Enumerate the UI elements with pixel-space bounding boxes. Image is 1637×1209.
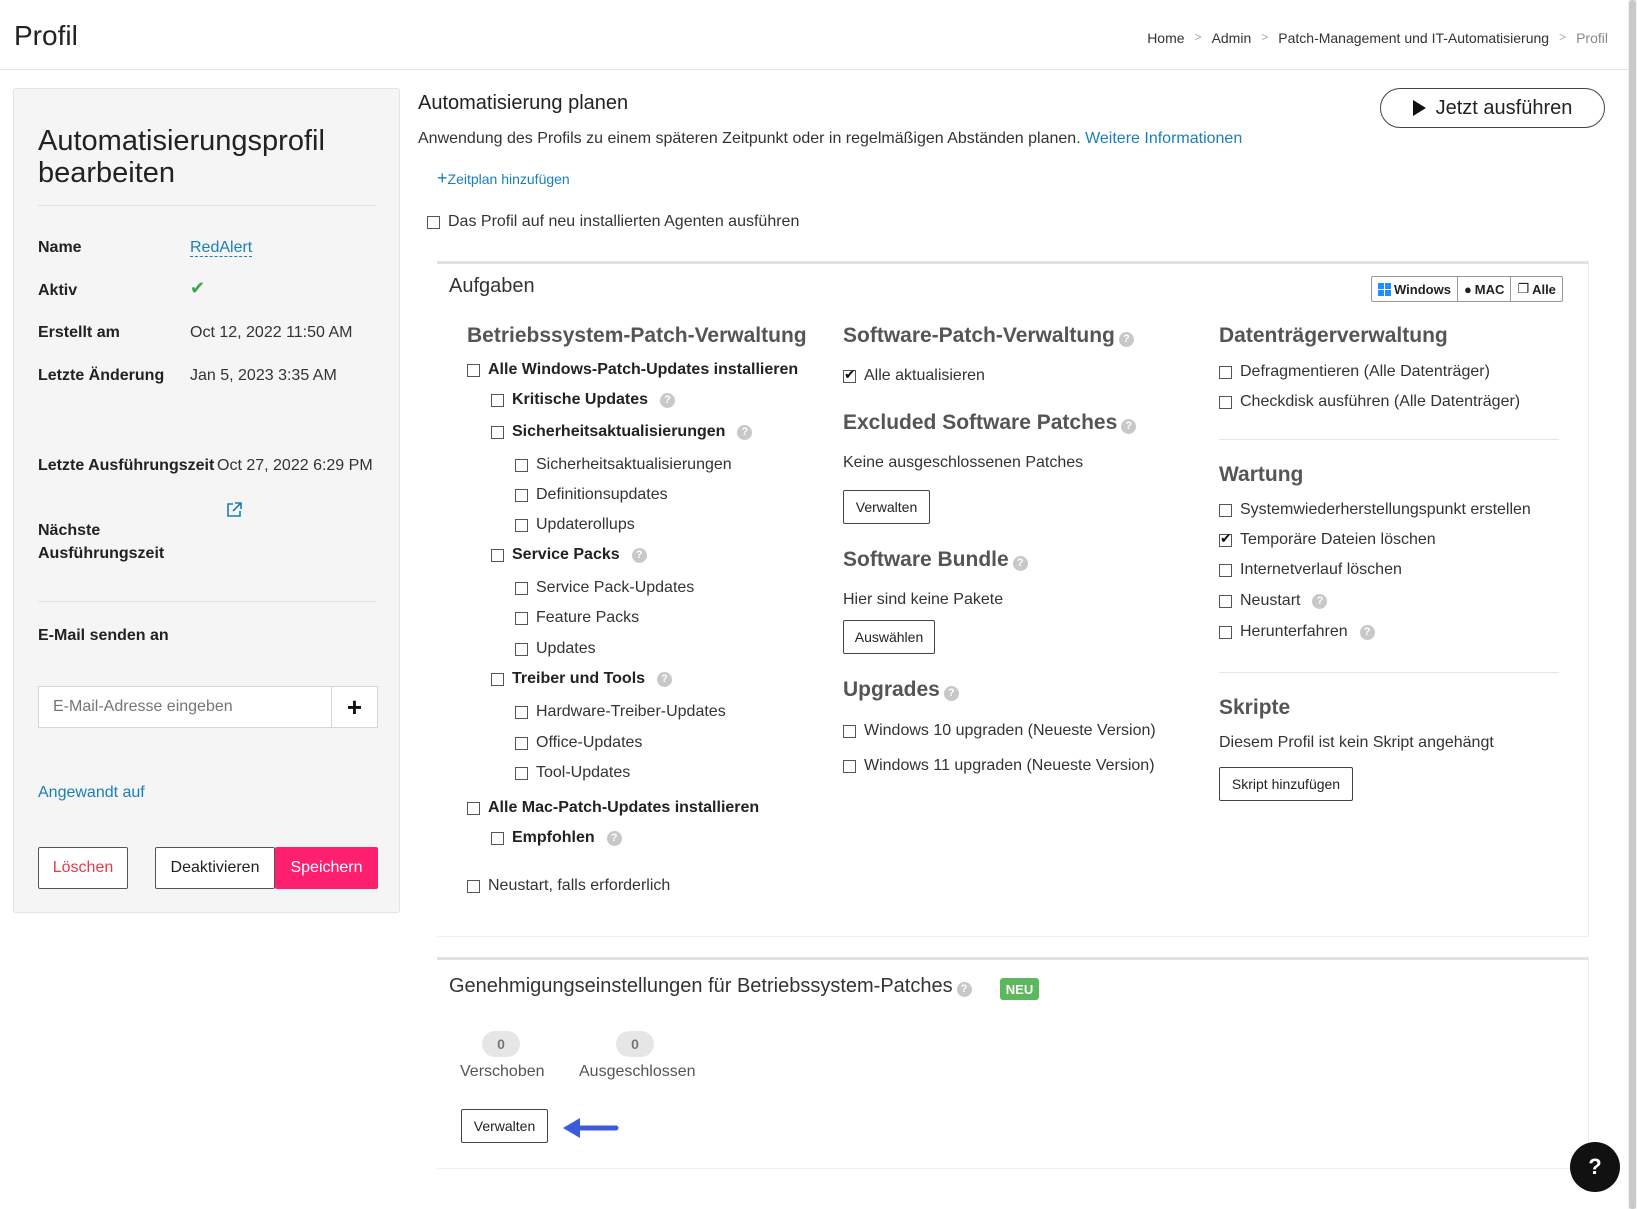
breadcrumb-separator: >: [1194, 30, 1202, 44]
upgrade-win11-row: [843, 757, 1155, 775]
service-pack-updates-label: Service Pack-Updates: [536, 579, 695, 596]
email-input-group: [38, 686, 378, 728]
divider: [1219, 672, 1559, 673]
critical-checkbox[interactable]: [491, 394, 504, 407]
breadcrumb-separator: >: [1559, 30, 1567, 44]
bundle-none-text: Hier sind keine Pakete: [843, 591, 1004, 608]
manage-approval-button[interactable]: Verwalten: [461, 1109, 548, 1143]
tasks-title: Aufgaben: [449, 275, 535, 297]
profile-edit-panel: [13, 88, 400, 913]
security-row: [491, 423, 752, 441]
browser-history-label: Internetverlauf löschen: [1240, 561, 1402, 578]
divider: [38, 205, 376, 206]
update-rollups-checkbox[interactable]: [515, 519, 528, 532]
all-mac-label: Alle Mac-Patch-Updates installieren: [488, 799, 760, 816]
run-now-label: Jetzt ausführen: [1435, 96, 1573, 119]
active-label: Aktiv: [38, 282, 78, 299]
shutdown-checkbox[interactable]: [1219, 626, 1232, 639]
new-badge: NEU: [1000, 978, 1039, 1000]
updates-checkbox[interactable]: [515, 643, 528, 656]
help-icon[interactable]: ?: [1119, 332, 1134, 347]
email-label: E-Mail senden an: [38, 627, 169, 644]
office-updates-row: [515, 734, 642, 752]
browser-history-checkbox[interactable]: [1219, 564, 1232, 577]
browser-history-row: [1219, 561, 1402, 579]
manage-excluded-button[interactable]: Verwalten: [843, 490, 930, 524]
excluded-count-badge: 0: [616, 1031, 654, 1057]
help-fab-button[interactable]: ?: [1570, 1142, 1620, 1192]
service-pack-updates-row: [515, 579, 694, 597]
deferred-count-badge: 0: [482, 1031, 520, 1057]
run-on-new-agents-row: [427, 213, 799, 231]
security-checkbox[interactable]: [491, 426, 504, 439]
add-script-button[interactable]: Skript hinzufügen: [1219, 767, 1353, 801]
drivers-row: [491, 670, 672, 688]
deferred-label: Verschoben: [460, 1063, 545, 1080]
upgrade-win10-row: [843, 722, 1156, 740]
plus-icon: +: [437, 168, 448, 188]
apple-icon: ●: [1463, 281, 1472, 297]
hardware-drivers-label: Hardware-Treiber-Updates: [536, 703, 726, 720]
scripts-none-text: Diesem Profil ist kein Skript angehängt: [1219, 734, 1494, 751]
tool-updates-label: Tool-Updates: [536, 764, 631, 781]
breadcrumb-separator: >: [1261, 30, 1269, 44]
os-filter-mac-label: MAC: [1474, 281, 1505, 297]
profile-name-link[interactable]: RedAlert: [190, 239, 253, 256]
save-button[interactable]: Speichern: [275, 847, 378, 889]
security-sub-row: [515, 456, 732, 474]
os-filter-windows-label: Windows: [1394, 281, 1451, 297]
help-icon[interactable]: ?: [632, 548, 647, 563]
play-icon: [1413, 100, 1426, 116]
excluded-label: Ausgeschlossen: [579, 1063, 696, 1080]
os-filter-toggle: [1371, 276, 1563, 302]
critical-label: Kritische Updates: [512, 391, 649, 408]
help-icon[interactable]: ?: [1312, 594, 1327, 609]
definition-updates-label: Definitionsupdates: [536, 486, 668, 503]
all-windows-row: [467, 361, 798, 379]
software-bundle-title-text: Software Bundle: [843, 548, 1009, 571]
maintenance-title: Wartung: [1219, 463, 1304, 486]
shutdown-label: Herunterfahren: [1240, 623, 1348, 640]
arrow-left-icon: [560, 1115, 620, 1141]
schedule-description: [418, 130, 1242, 148]
page-scrollbar[interactable]: [1628, 0, 1637, 1209]
modified-label: Letzte Änderung: [38, 367, 165, 384]
breadcrumb: [1147, 30, 1608, 46]
os-filter-all[interactable]: [1511, 277, 1562, 301]
copy-icon: ❐: [1517, 281, 1530, 296]
checkdisk-label: Checkdisk ausführen (Alle Datenträger): [1240, 393, 1521, 410]
service-packs-row: [491, 546, 647, 564]
recommended-label: Empfohlen: [512, 829, 595, 846]
schedule-title: Automatisierung planen: [418, 92, 629, 114]
run-on-new-agents-label: Das Profil auf neu installierten Agenten ausführen: [448, 213, 800, 230]
office-updates-label: Office-Updates: [536, 734, 643, 751]
breadcrumb-admin[interactable]: Admin: [1211, 30, 1252, 46]
email-input[interactable]: [38, 686, 332, 728]
security-sub-checkbox[interactable]: [515, 459, 528, 472]
updates-label: Updates: [536, 640, 596, 657]
restart-if-needed-row: [467, 877, 670, 895]
restart-label: Neustart: [1240, 592, 1301, 609]
software-patch-title-text: Software-Patch-Verwaltung: [843, 324, 1115, 347]
hardware-drivers-checkbox[interactable]: [515, 706, 528, 719]
applied-to-link[interactable]: Angewandt auf: [38, 784, 145, 801]
excluded-none-text: Keine ausgeschlossenen Patches: [843, 454, 1084, 471]
service-pack-updates-checkbox[interactable]: [515, 582, 528, 595]
checkdisk-checkbox[interactable]: [1219, 396, 1232, 409]
os-filter-mac[interactable]: [1458, 277, 1511, 301]
help-icon[interactable]: ?: [1013, 556, 1028, 571]
definition-updates-row: [515, 486, 668, 504]
active-check-icon: ✔: [190, 278, 206, 298]
updates-row: [515, 640, 596, 658]
tool-updates-checkbox[interactable]: [515, 767, 528, 780]
scrollbar-thumb[interactable]: [1629, 0, 1636, 1209]
help-icon[interactable]: ?: [660, 393, 675, 408]
more-info-link[interactable]: Weitere Informationen: [1085, 130, 1243, 147]
defrag-row: [1219, 363, 1490, 381]
restart-if-needed-checkbox[interactable]: [467, 880, 480, 893]
help-icon[interactable]: ?: [1360, 625, 1375, 640]
update-rollups-row: [515, 516, 635, 534]
service-packs-label: Service Packs: [512, 546, 620, 563]
checkdisk-row: [1219, 393, 1520, 411]
service-packs-checkbox[interactable]: [491, 549, 504, 562]
created-label: Erstellt am: [38, 324, 120, 341]
temp-files-checkbox[interactable]: [1219, 534, 1232, 547]
upgrade-win11-label: Windows 11 upgraden (Neueste Version): [864, 757, 1155, 774]
upgrade-win10-checkbox[interactable]: [843, 725, 856, 738]
page-title: Profil: [14, 20, 78, 51]
last-run-value: Oct 27, 2022 6:29 PM: [217, 457, 373, 474]
modified-value: Jan 5, 2023 3:35 AM: [190, 367, 337, 384]
breadcrumb-patch-management[interactable]: Patch-Management und IT-Automatisierung: [1278, 30, 1550, 46]
security-sub-label: Sicherheitsaktualisierungen: [536, 456, 732, 473]
upgrade-win11-checkbox[interactable]: [843, 760, 856, 773]
upgrades-title: [843, 678, 959, 702]
upgrades-title-text: Upgrades: [843, 678, 940, 701]
update-all-checkbox[interactable]: [843, 370, 856, 383]
update-rollups-label: Updaterollups: [536, 516, 635, 533]
update-all-label: Alle aktualisieren: [864, 367, 985, 384]
all-mac-checkbox[interactable]: [467, 802, 480, 815]
help-icon[interactable]: ?: [657, 672, 672, 687]
approval-title-text: Genehmigungseinstellungen für Betriebssystem-Patches: [449, 975, 953, 997]
run-now-button[interactable]: [1380, 88, 1605, 128]
defrag-label: Defragmentieren (Alle Datenträger): [1240, 363, 1490, 380]
approval-title: [449, 975, 972, 998]
upgrade-win10-label: Windows 10 upgraden (Neueste Version): [864, 722, 1156, 739]
help-icon[interactable]: ?: [737, 425, 752, 440]
external-link-icon[interactable]: [225, 501, 243, 519]
security-label: Sicherheitsaktualisierungen: [512, 423, 726, 440]
breadcrumb-home[interactable]: Home: [1147, 30, 1185, 46]
drivers-checkbox[interactable]: [491, 673, 504, 686]
temp-files-label: Temporäre Dateien löschen: [1240, 531, 1436, 548]
excluded-patches-title-text: Excluded Software Patches: [843, 411, 1118, 434]
select-bundle-button[interactable]: Auswählen: [843, 620, 935, 654]
breadcrumb-current: Profil: [1576, 30, 1608, 46]
all-windows-checkbox[interactable]: [467, 364, 480, 377]
all-windows-label: Alle Windows-Patch-Updates installieren: [488, 361, 799, 378]
os-filter-windows[interactable]: [1372, 277, 1458, 301]
feature-packs-row: [515, 609, 639, 627]
definition-updates-checkbox[interactable]: [515, 489, 528, 502]
panel-title: Automatisierungsprofil bearbeiten: [38, 125, 325, 189]
run-on-new-agents-checkbox[interactable]: [427, 216, 440, 229]
scripts-title: Skripte: [1219, 696, 1291, 719]
add-email-button[interactable]: +: [332, 686, 378, 728]
recommended-row: [491, 829, 622, 847]
help-icon[interactable]: ?: [1121, 419, 1136, 434]
next-run-label: Nächste Ausführungszeit: [38, 522, 165, 562]
office-updates-checkbox[interactable]: [515, 737, 528, 750]
created-value: Oct 12, 2022 11:50 AM: [190, 324, 353, 341]
add-schedule-label: Zeitplan hinzufügen: [447, 171, 570, 187]
help-icon[interactable]: ?: [957, 982, 972, 997]
restore-point-row: [1219, 501, 1531, 519]
windows-icon: [1378, 283, 1391, 296]
shutdown-row: [1219, 623, 1375, 641]
help-icon[interactable]: ?: [944, 686, 959, 701]
tool-updates-row: [515, 764, 630, 782]
feature-packs-checkbox[interactable]: [515, 612, 528, 625]
disk-title: Datenträgerverwaltung: [1219, 324, 1448, 347]
all-mac-row: [467, 799, 759, 817]
restart-if-needed-label: Neustart, falls erforderlich: [488, 877, 671, 894]
drivers-label: Treiber und Tools: [512, 670, 646, 687]
recommended-checkbox[interactable]: [491, 832, 504, 845]
last-run-label: Letzte Ausführungszeit: [38, 457, 215, 474]
os-patch-title: Betriebssystem-Patch-Verwaltung: [467, 324, 807, 347]
deactivate-button[interactable]: Deaktivieren: [155, 847, 275, 889]
os-filter-all-label: Alle: [1532, 281, 1556, 297]
schedule-description-text: Anwendung des Profils zu einem späteren Zeitpunkt oder in regelmäßigen Abständen planen.: [418, 130, 1081, 147]
excluded-patches-title: [843, 411, 1136, 435]
restore-point-label: Systemwiederherstellungspunkt erstellen: [1240, 501, 1531, 518]
name-label: Name: [38, 239, 82, 256]
page-header: [0, 0, 1628, 70]
software-patch-title: [843, 324, 1134, 348]
restart-row: [1219, 592, 1327, 610]
critical-row: [491, 391, 675, 409]
restart-checkbox[interactable]: [1219, 595, 1232, 608]
defrag-checkbox[interactable]: [1219, 366, 1232, 379]
divider: [38, 601, 376, 602]
update-all-row: [843, 367, 985, 385]
delete-button[interactable]: Löschen: [38, 847, 128, 889]
temp-files-row: [1219, 531, 1436, 549]
restore-point-checkbox[interactable]: [1219, 504, 1232, 517]
add-schedule-link[interactable]: [437, 168, 570, 189]
hardware-drivers-row: [515, 703, 726, 721]
divider: [1219, 439, 1559, 440]
feature-packs-label: Feature Packs: [536, 609, 640, 626]
software-bundle-title: [843, 548, 1028, 572]
help-icon[interactable]: ?: [607, 831, 622, 846]
